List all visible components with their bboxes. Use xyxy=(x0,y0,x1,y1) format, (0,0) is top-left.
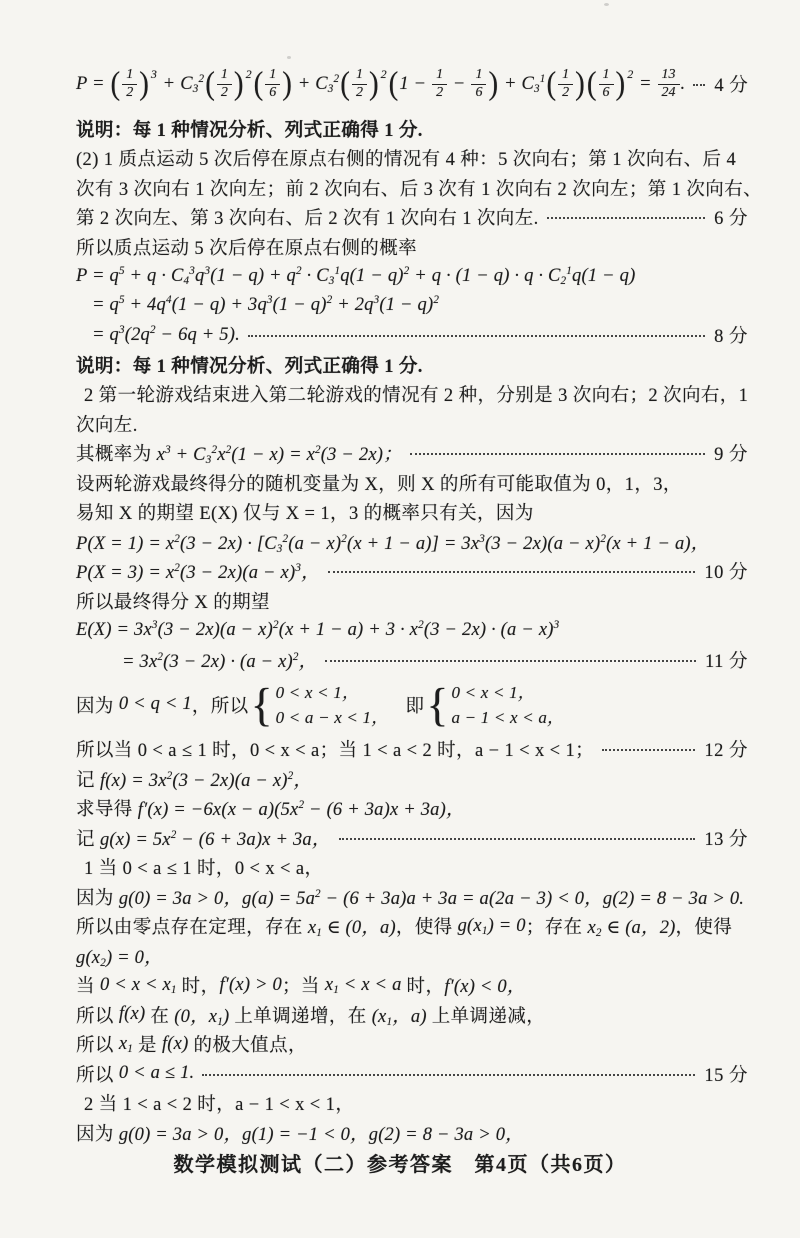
text-segment: $0 < x < x_1$ xyxy=(99,974,177,996)
text-line xyxy=(76,291,748,321)
text-line xyxy=(76,1030,748,1060)
text-line xyxy=(76,1000,748,1030)
text-segment: f′(x) < 0， xyxy=(444,977,526,998)
math-group xyxy=(546,65,586,102)
text-segment: f(x) xyxy=(118,1004,146,1025)
case-row: a − 1 < x < a， xyxy=(451,707,565,727)
left-paren: ( xyxy=(388,65,399,102)
math-fraction xyxy=(217,68,232,100)
text-segment: 次向左. xyxy=(76,415,138,436)
text-segment: $f'(x) = -6x(x - a)(5x^2 - (6 + 3a)x + 3a)$， xyxy=(137,799,465,821)
text-line xyxy=(76,971,748,1001)
text-segment: 当 xyxy=(76,977,100,998)
text-segment: $x_2$ ∈ (a，2) xyxy=(587,918,676,940)
text-segment: ，所以 xyxy=(191,696,249,717)
text-segment: 因为 xyxy=(76,1124,119,1145)
dotted-leader xyxy=(339,838,696,840)
text-segment: $g(x_2) = 0$， xyxy=(76,947,163,969)
text-segment: 上单调递减， xyxy=(426,1006,546,1027)
text-segment: 记 xyxy=(76,829,100,850)
text-line xyxy=(76,1059,748,1089)
text-segment: + $C_3^2$ xyxy=(157,72,205,95)
math-fraction xyxy=(122,68,137,100)
fraction-numerator: 1 xyxy=(265,68,280,85)
text-segment: 设两轮游戏最终得分的随机变量为 X，则 X 的所有可能取值为 0，1，3， xyxy=(76,474,682,495)
text-segment: . xyxy=(680,73,686,94)
math-fraction xyxy=(471,68,486,100)
text-segment: 所以由零点存在定理，存在 xyxy=(76,918,308,939)
case-row: 0 < a − x < 1， xyxy=(275,707,389,727)
text-line xyxy=(76,616,748,646)
dotted-leader xyxy=(328,571,696,573)
text-line xyxy=(76,912,748,942)
left-paren: ( xyxy=(340,65,350,102)
text-segment: 记 xyxy=(76,770,100,791)
text-segment: 次有 3 次向右 1 次向左；前 2 次向右、后 3 次有 1 次向右 2 次向左；第 1 次向右、 xyxy=(76,179,763,200)
left-paren: ( xyxy=(110,65,121,102)
text-segment: 求导得 xyxy=(76,800,138,821)
math-fraction xyxy=(599,68,614,100)
text-segment: 所以最终得分 X 的期望 xyxy=(76,592,270,613)
text-segment: $x^3 + C_3^2x^2(1 - x) = x^2(3 - 2x)$； xyxy=(156,444,402,467)
text-line xyxy=(76,764,748,794)
fraction-denominator: 6 xyxy=(475,84,483,100)
text-segment: 的极大值点， xyxy=(188,1036,307,1057)
math-group xyxy=(110,65,158,102)
math-fraction xyxy=(658,68,680,100)
fraction-denominator: 2 xyxy=(220,84,228,100)
text-line xyxy=(76,380,748,410)
score-label: 10 分 xyxy=(704,563,748,584)
right-paren: ) xyxy=(615,65,626,102)
text-segment: 所以质点运动 5 次后停在原点右侧的概率 xyxy=(76,238,418,259)
document-body xyxy=(76,54,763,1148)
text-segment: 易知 X 的期望 E(X) 仅与 X = 1，3 的概率只有关，因为 xyxy=(76,504,534,525)
text-line xyxy=(76,54,748,114)
text-segment: 即 xyxy=(390,696,425,717)
text-segment: 是 xyxy=(133,1036,162,1057)
note-text: 说明：每 1 种情况分析、列式正确得 1 分. xyxy=(76,120,423,141)
text-line xyxy=(76,439,748,469)
text-line xyxy=(76,557,748,587)
text-segment: $E(X) = 3x^3(3 - 2x)(a - x)^2(x + 1 - a) + 3 \cdot x^2(3 - 2x) \cdot (a - x)^3$ xyxy=(76,618,560,640)
text-segment: 所以 xyxy=(76,1065,119,1086)
text-segment: $g(x_1) = 0$ xyxy=(457,915,526,937)
text-segment: 0 < a ≤ 1. xyxy=(118,1063,195,1084)
footer-text: 数学模拟测试（二）参考答案 第4页（共6页） xyxy=(173,1154,627,1176)
score-label: 9 分 xyxy=(714,445,748,466)
text-line xyxy=(76,173,763,203)
right-paren: ) xyxy=(282,65,292,102)
fraction-numerator: 1 xyxy=(432,68,447,85)
text-segment: 1 − xyxy=(399,73,432,94)
text-segment: $P(X = 3) = x^2(3 - 2x)(a - x)^3$， xyxy=(76,562,320,584)
case-row: 0 < x < 1， xyxy=(275,682,360,702)
left-brace-icon: { xyxy=(426,678,449,731)
text-segment: 所以 xyxy=(76,1006,119,1027)
math-group xyxy=(204,65,252,102)
text-segment: (2) 1 质点运动 5 次后停在原点右侧的情况有 4 种：5 次向右；第 1 次向右、后 4 xyxy=(76,150,737,171)
dotted-leader xyxy=(202,1074,695,1076)
text-line xyxy=(76,350,748,380)
text-line xyxy=(76,586,748,616)
text-segment: ，使得 xyxy=(395,918,458,939)
text-line xyxy=(76,203,748,233)
group-exponent: 2 xyxy=(245,66,252,81)
text-segment: 因为 xyxy=(76,888,119,909)
text-segment: − xyxy=(448,73,471,94)
text-line xyxy=(76,882,748,912)
text-segment: = $q^3(2q^2 - 6q + 5)$. xyxy=(92,323,240,345)
text-segment: f′(x) > 0 xyxy=(219,974,282,995)
math-fraction xyxy=(265,68,280,100)
fraction-numerator: 1 xyxy=(122,68,137,85)
text-segment: $f(x) = 3x^2(3 - 2x)(a - x)^2$， xyxy=(99,769,313,791)
score-label: 15 分 xyxy=(704,1065,748,1086)
text-segment: + $C_3^2$ xyxy=(292,72,340,95)
text-segment: $x_1 < x < a$ xyxy=(324,974,402,996)
score-label: 13 分 xyxy=(704,829,748,850)
text-segment: 2 第一轮游戏结束进入第二轮游戏的情况有 2 种，分别是 3 次向右；2 次向右，1 xyxy=(84,386,749,407)
math-group xyxy=(586,65,634,102)
fraction-numerator: 13 xyxy=(658,68,680,85)
text-line xyxy=(76,144,748,174)
fraction-denominator: 6 xyxy=(269,84,277,100)
text-segment: 因为 xyxy=(76,696,119,717)
text-line xyxy=(76,941,748,971)
page-footer xyxy=(0,1148,800,1177)
text-segment: 第 2 次向左、第 3 次向右、后 2 次有 1 次向右 1 次向左. xyxy=(76,209,539,230)
group-exponent: 3 xyxy=(150,66,157,81)
text-segment: ($x_1$，a) xyxy=(371,1006,427,1028)
cases-column xyxy=(452,680,565,730)
text-segment: g(0) = 3a > 0，g(1) = −1 < 0，g(2) = 8 − 3a > 0， xyxy=(118,1124,524,1145)
text-segment: 时， xyxy=(401,977,445,998)
text-segment: $g(x) = 5x^2 - (6 + 3a)x + 3a$， xyxy=(99,828,331,850)
dotted-leader xyxy=(248,335,705,337)
fraction-numerator: 1 xyxy=(599,68,614,85)
text-line xyxy=(76,321,748,351)
group-exponent: 2 xyxy=(627,66,634,81)
left-paren: ( xyxy=(205,65,215,102)
dotted-leader xyxy=(325,660,696,662)
fraction-numerator: 1 xyxy=(352,68,367,85)
fraction-denominator: 2 xyxy=(562,84,570,100)
right-paren: ) xyxy=(139,65,149,102)
text-segment: 所以当 0 < a ≤ 1 时，0 < x < a；当 1 < a < 2 时，a − 1 < x < 1； xyxy=(76,741,595,762)
text-line xyxy=(76,675,748,735)
math-group xyxy=(339,65,387,102)
fraction-denominator: 2 xyxy=(126,84,134,100)
note-text: 说明：每 1 种情况分析、列式正确得 1 分. xyxy=(76,356,423,377)
text-segment: g(0) = 3a > 0，$g(a) = 5a^2 - (6 + 3a)a + 3a = a(2a - 3) < 0$，g(2) = 8 − 3a > 0. xyxy=(118,887,745,909)
text-line xyxy=(76,823,748,853)
cases-brace-group xyxy=(426,680,564,730)
text-segment: 所以 xyxy=(76,1036,119,1057)
text-segment: 0 < q < 1 xyxy=(118,694,192,714)
text-line xyxy=(76,262,748,292)
case-row: 0 < x < 1， xyxy=(451,682,535,702)
right-paren: ) xyxy=(575,65,585,102)
cases-column xyxy=(276,680,389,730)
text-segment: $x_1$ ∈ (0，a) xyxy=(307,918,396,940)
right-paren: ) xyxy=(488,65,499,102)
fraction-denominator: 2 xyxy=(436,84,444,100)
text-segment: ；当 xyxy=(281,977,325,998)
text-line xyxy=(76,232,748,262)
text-line xyxy=(76,114,748,144)
score-label: 4 分 xyxy=(714,76,749,96)
text-line xyxy=(76,735,748,765)
text-segment: $P(X = 1) = x^2(3 - 2x) \cdot [C_3^2(a - x)^2(x + 1 - a)] = 3x^3(3 - 2x)(a - x)^2(x + 1 - a)$， xyxy=(76,532,710,555)
dotted-leader xyxy=(547,217,705,219)
score-label: 12 分 xyxy=(704,741,748,762)
math-group xyxy=(253,65,293,102)
text-segment: 上单调递增，在 xyxy=(229,1006,372,1027)
group-exponent: 2 xyxy=(380,66,387,81)
score-label: 6 分 xyxy=(714,209,748,230)
text-segment: ，使得 xyxy=(675,918,733,939)
text-line xyxy=(76,645,748,675)
right-paren: ) xyxy=(233,65,244,102)
right-paren: ) xyxy=(368,65,379,102)
fraction-numerator: 1 xyxy=(471,68,486,85)
left-paren: ( xyxy=(586,65,597,102)
text-segment: = $q^5 + 4q^4(1 - q) + 3q^3(1 - q)^2 + 2q^3(1 - q)^2$ xyxy=(92,294,440,316)
fraction-numerator: 1 xyxy=(558,68,573,85)
fraction-denominator: 6 xyxy=(602,84,610,100)
math-fraction xyxy=(432,68,447,100)
text-segment: = $3x^2(3 - 2x) \cdot (a - x)^2$， xyxy=(122,650,318,672)
score-label: 8 分 xyxy=(714,327,748,348)
score-label: 11 分 xyxy=(705,651,748,672)
text-segment: $P = q^5 + q \cdot C_4^3q^3(1 - q) + q^2 \cdot C_3^1q(1 - q)^2 + q \cdot (1 - q) \cdot q \cdot C_2^1q(1 - q)$ xyxy=(76,264,636,287)
math-group xyxy=(388,65,499,102)
text-segment: = xyxy=(634,73,657,94)
scan-artifact xyxy=(604,3,609,6)
text-segment: 2 当 1 < a < 2 时，a − 1 < x < 1， xyxy=(84,1095,355,1116)
left-brace-icon: { xyxy=(250,678,273,731)
math-fraction xyxy=(352,68,367,100)
dotted-leader xyxy=(693,84,705,86)
text-line xyxy=(76,794,748,824)
left-paren: ( xyxy=(253,65,264,102)
text-segment: 时， xyxy=(176,977,220,998)
text-segment: P = xyxy=(76,73,110,94)
text-segment: 1 当 0 < a ≤ 1 时，0 < x < a， xyxy=(84,859,324,880)
text-line xyxy=(76,468,748,498)
cases-brace-group xyxy=(251,680,389,730)
text-line xyxy=(76,498,748,528)
text-line xyxy=(76,1118,748,1148)
text-segment: 在 xyxy=(145,1006,175,1027)
text-segment: f(x) xyxy=(161,1033,189,1054)
text-line xyxy=(76,853,748,883)
dotted-leader xyxy=(602,749,695,751)
text-segment: $x_1$ xyxy=(118,1033,133,1055)
text-line xyxy=(76,1089,748,1119)
fraction-denominator: 2 xyxy=(355,84,363,100)
text-segment: 其概率为 xyxy=(76,445,157,466)
text-segment: + $C_3^1$ xyxy=(499,72,546,95)
dotted-leader xyxy=(410,453,705,455)
text-line xyxy=(76,409,748,439)
fraction-denominator: 24 xyxy=(661,84,676,100)
math-fraction xyxy=(558,68,573,100)
text-line xyxy=(76,527,748,557)
fraction-numerator: 1 xyxy=(217,68,232,85)
text-segment: (0，$x_1$) xyxy=(174,1006,230,1028)
text-segment: ；存在 xyxy=(525,918,588,939)
left-paren: ( xyxy=(546,65,557,102)
